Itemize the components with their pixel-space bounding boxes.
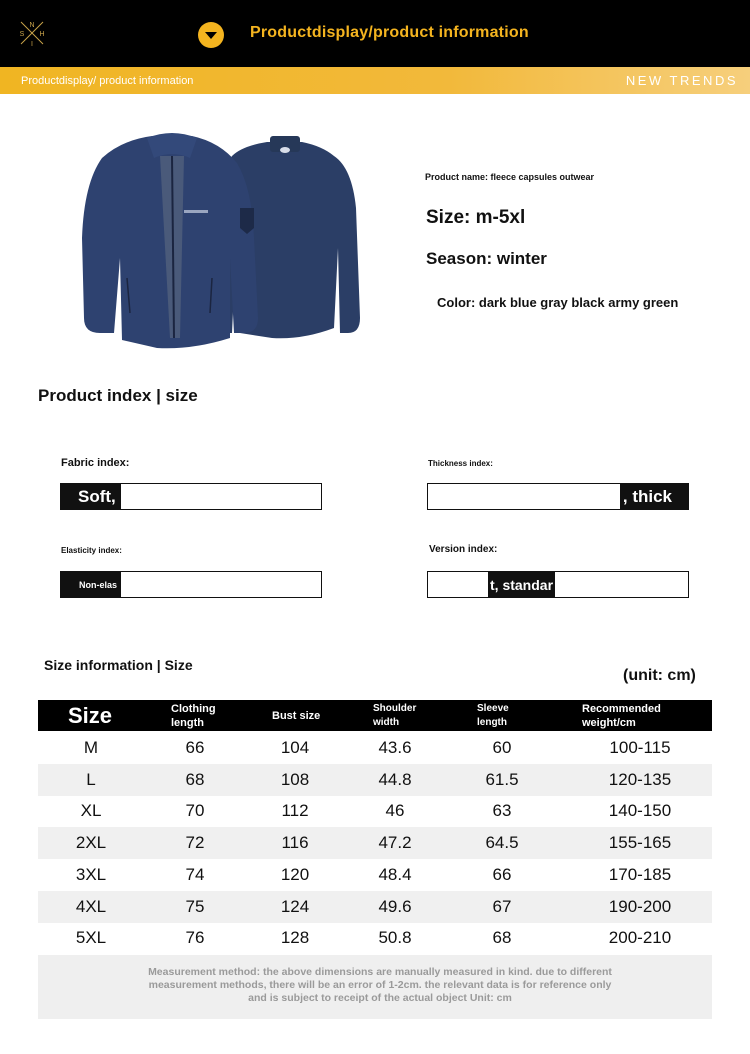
- cell-bust-size: 108: [280, 769, 310, 789]
- cell-clothing-length: 70: [185, 801, 205, 821]
- cell-shoulder-width: 43.6: [378, 738, 412, 757]
- cell-shoulder-width: 50.8: [378, 928, 412, 948]
- cell-clothing-length: 76: [185, 928, 205, 948]
- table-row: [38, 859, 712, 891]
- cell-size: XL: [80, 801, 102, 821]
- page-title: Productdisplay/product information: [250, 24, 529, 41]
- cell-size: 3XL: [75, 864, 107, 884]
- table-row: [38, 795, 712, 827]
- version-index-text: t, standar: [490, 576, 554, 593]
- cell-size: 4XL: [75, 896, 107, 916]
- cell-bust-size: 128: [280, 928, 310, 948]
- fabric-index-text: Soft,: [78, 486, 116, 506]
- cell-recommended-weight: 170-185: [608, 864, 672, 884]
- size-table-header: [38, 700, 712, 731]
- thickness-index-text: , thick: [622, 486, 672, 506]
- product-index-title: Product index | size: [38, 386, 198, 405]
- cell-bust-size: 116: [281, 833, 309, 853]
- cell-shoulder-width: 47.2: [378, 833, 412, 853]
- svg-text:I: I: [31, 41, 33, 47]
- sub-header-right: NEW TRENDS: [625, 73, 738, 88]
- cell-bust-size: 124: [280, 896, 310, 916]
- product-image: [72, 128, 362, 352]
- cell-shoulder-width: 46: [385, 801, 405, 821]
- unit-label: (unit: cm): [623, 667, 696, 684]
- size-information-title: Size information | Size: [44, 657, 193, 673]
- column-header-shoulder-width: Shoulder width: [373, 702, 417, 728]
- header-bar: [0, 0, 750, 67]
- product-name: Product name: fleece capsules outwear: [425, 172, 595, 182]
- table-row: [38, 764, 712, 796]
- cell-recommended-weight: 100-115: [609, 738, 671, 757]
- svg-text:H: H: [39, 31, 45, 38]
- column-header-recommended-weight: Recommended weight/cm: [582, 702, 661, 729]
- product-size: Size: m-5xl: [426, 207, 526, 228]
- column-header-sleeve-length: Sleeve length: [477, 702, 509, 728]
- cell-bust-size: 120: [280, 864, 310, 884]
- svg-text:S: S: [19, 31, 25, 38]
- elasticity-index-label: Elasticity index:: [61, 546, 122, 555]
- cell-sleeve-length: 68: [492, 928, 512, 948]
- measurement-note-text: Measurement method: the above dimensions are manually measured in kind. due to different measurement methods, there will be an error of 1-2cm. the relevant data is for reference only and is subject to receipt of the actual object Unit: cm: [148, 966, 612, 1004]
- sub-header: [0, 67, 750, 94]
- svg-text:N: N: [29, 22, 35, 29]
- cell-clothing-length: 75: [185, 896, 205, 916]
- cell-bust-size: 104: [280, 738, 310, 757]
- cell-sleeve-length: 60: [492, 738, 512, 757]
- measurement-note: [38, 955, 712, 1019]
- cell-recommended-weight: 190-200: [608, 896, 672, 916]
- fabric-index-bar: [60, 483, 322, 510]
- cell-clothing-length: 74: [185, 864, 205, 884]
- cell-clothing-length: 66: [185, 738, 205, 757]
- thickness-index-label: Thickness index:: [428, 459, 493, 468]
- column-header-bust-size: Bust size: [272, 709, 321, 722]
- cell-recommended-weight: 140-150: [608, 801, 672, 821]
- table-row: [38, 827, 712, 859]
- cell-sleeve-length: 64.5: [485, 833, 519, 853]
- product-color: Color: dark blue gray black army green: [437, 295, 679, 310]
- cell-size: M: [83, 738, 99, 757]
- cell-shoulder-width: 44.8: [378, 769, 412, 789]
- cell-bust-size: 112: [281, 801, 309, 821]
- cell-shoulder-width: 49.6: [378, 896, 412, 916]
- cell-sleeve-length: 66: [492, 864, 512, 884]
- table-row: [38, 732, 712, 764]
- product-season: Season: winter: [426, 249, 547, 268]
- cell-size: L: [86, 769, 96, 789]
- column-header-clothing-length: Clothing length: [171, 702, 216, 729]
- cell-sleeve-length: 63: [492, 801, 512, 821]
- cell-recommended-weight: 200-210: [608, 928, 672, 948]
- version-index-label: Version index:: [429, 544, 498, 555]
- version-index-bar: [427, 571, 689, 598]
- cell-recommended-weight: 155-165: [608, 833, 672, 853]
- fabric-index-label: Fabric index:: [61, 457, 130, 469]
- cell-size: 5XL: [75, 928, 107, 948]
- thickness-index-bar: [427, 483, 689, 510]
- elasticity-index-text: Non-elas: [79, 579, 118, 590]
- table-row: [38, 922, 712, 954]
- cell-recommended-weight: 120-135: [608, 769, 672, 789]
- cell-clothing-length: 72: [185, 833, 205, 853]
- table-row: [38, 891, 712, 923]
- cell-sleeve-length: 61.5: [485, 769, 519, 789]
- elasticity-index-bar: [60, 571, 322, 598]
- cell-size: 2XL: [75, 833, 107, 853]
- sub-header-left: Productdisplay/ product information: [21, 75, 194, 87]
- chevron-down-icon: [198, 22, 224, 48]
- cell-clothing-length: 68: [185, 769, 205, 789]
- brand-logo: [18, 19, 46, 47]
- column-header-size: Size: [68, 702, 113, 728]
- cell-shoulder-width: 48.4: [378, 864, 412, 884]
- cell-sleeve-length: 67: [492, 896, 512, 916]
